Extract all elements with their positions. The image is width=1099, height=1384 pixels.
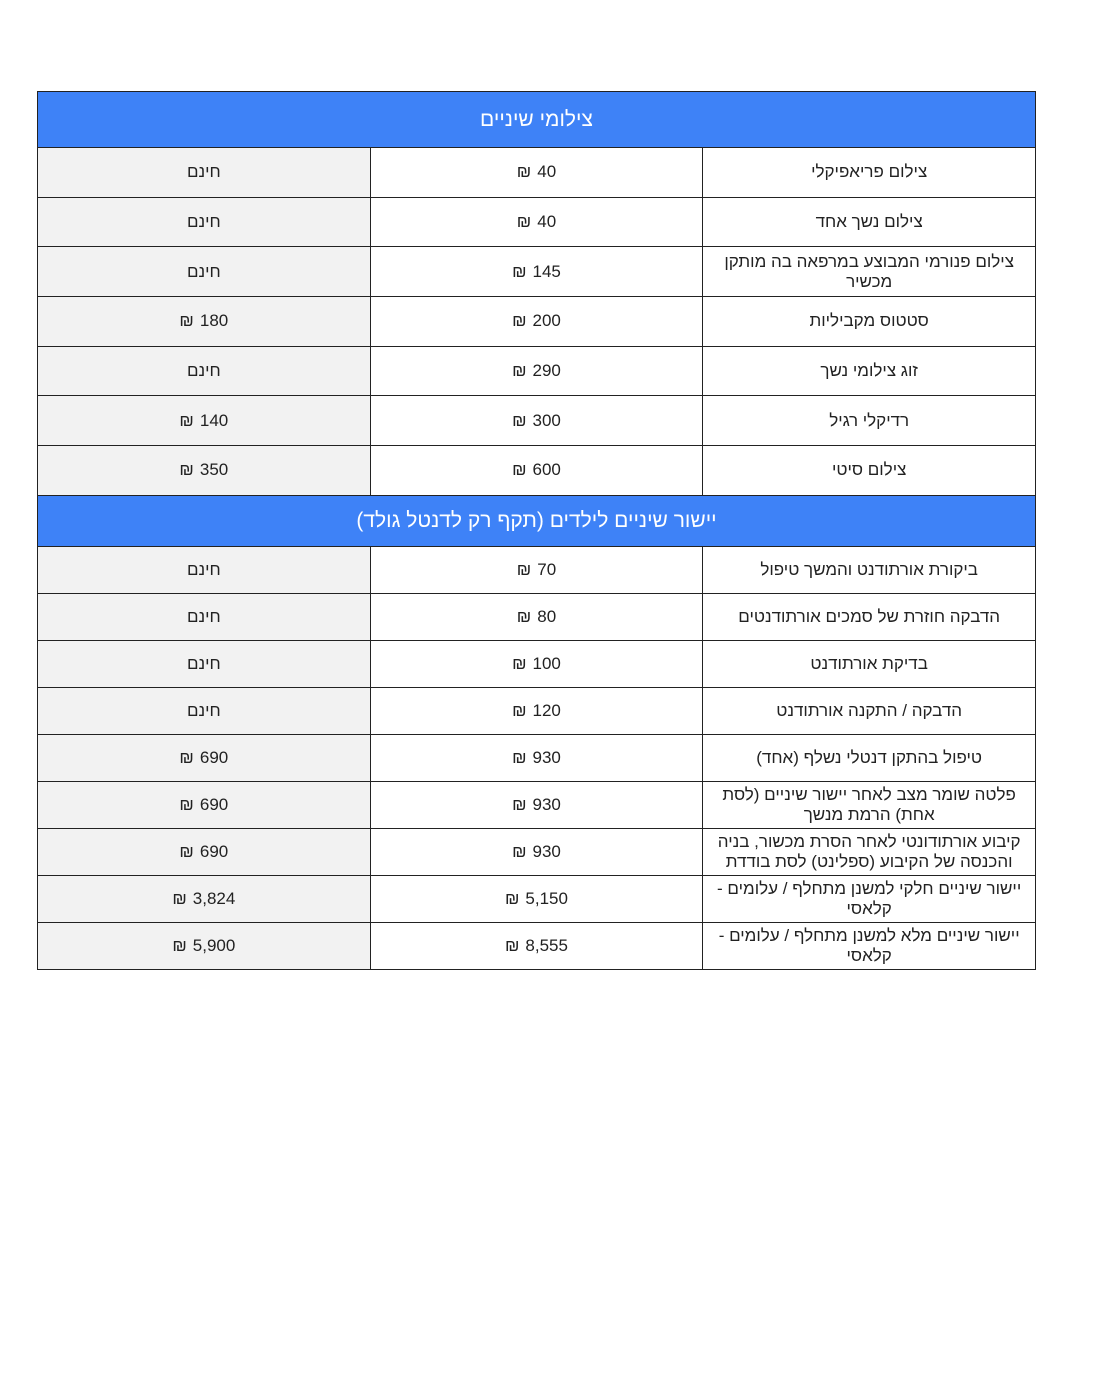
table-row xyxy=(38,148,1036,198)
currency-symbol: ₪ xyxy=(516,559,532,579)
member-price-cell xyxy=(38,396,371,446)
member-price-text: חינם xyxy=(186,559,221,579)
price-amount xyxy=(517,212,556,232)
price-amount xyxy=(517,162,556,182)
member-price-cell xyxy=(38,346,371,396)
member-price-text: חינם xyxy=(186,653,221,673)
price-cell xyxy=(370,687,703,734)
price-amount xyxy=(512,311,561,331)
price-value: 100 xyxy=(532,653,561,673)
member-price-cell xyxy=(38,247,371,297)
member-price-value: 140 xyxy=(199,410,229,430)
currency-symbol: ₪ xyxy=(504,935,520,955)
currency-symbol: ₪ xyxy=(516,606,532,626)
treatment-name: צילום נשך אחד xyxy=(703,197,1036,247)
member-price-cell xyxy=(38,593,371,640)
member-price-amount xyxy=(179,311,228,331)
member-price-value: 5,900 xyxy=(192,935,236,955)
treatment-name: צילום סיטי xyxy=(703,446,1036,496)
table-row xyxy=(38,346,1036,396)
price-cell xyxy=(370,875,703,922)
member-price-text: חינם xyxy=(186,700,221,720)
table-row xyxy=(38,640,1036,687)
price-value: 70 xyxy=(537,559,557,579)
price-cell xyxy=(370,593,703,640)
member-price-cell xyxy=(38,734,371,781)
price-amount xyxy=(512,842,561,862)
member-price-cell xyxy=(38,875,371,922)
currency-symbol: ₪ xyxy=(504,888,520,908)
currency-symbol: ₪ xyxy=(179,794,194,814)
price-value: 290 xyxy=(532,361,561,381)
member-price-value: 690 xyxy=(199,794,229,814)
member-price-cell xyxy=(38,197,371,247)
treatment-name: קיבוע אורתודונטי לאחר הסרת מכשור, בניה והכנסה של הקיבוע (ספלינט) לסת בודדת xyxy=(703,828,1036,875)
member-price-amount xyxy=(172,936,235,956)
treatment-name: בדיקת אורתודנט xyxy=(703,640,1036,687)
treatment-name: יישור שיניים מלא למשנן מתחלף / עלומים - קלאסי xyxy=(703,922,1036,969)
price-value: 8,555 xyxy=(525,935,568,955)
table-row xyxy=(38,875,1036,922)
section-title: יישור שיניים לילדים (תקף רק לדנטל גולד) xyxy=(38,495,1036,546)
member-price-text: חינם xyxy=(186,261,221,281)
member-price-cell xyxy=(38,297,371,347)
price-value: 930 xyxy=(532,747,561,767)
member-price-cell xyxy=(38,148,371,198)
treatment-name: זוג צילומי נשך xyxy=(703,346,1036,396)
price-cell xyxy=(370,446,703,496)
currency-symbol: ₪ xyxy=(512,794,527,814)
treatment-name: סטטוס מקביליות xyxy=(703,297,1036,347)
currency-symbol: ₪ xyxy=(512,700,527,720)
currency-symbol: ₪ xyxy=(172,935,187,955)
treatment-name: טיפול בהתקן דנטלי נשלף (אחד) xyxy=(703,734,1036,781)
price-cell xyxy=(370,197,703,247)
table-row xyxy=(38,734,1036,781)
table-row xyxy=(38,687,1036,734)
table-row xyxy=(38,297,1036,347)
currency-symbol: ₪ xyxy=(179,311,194,331)
price-cell xyxy=(370,734,703,781)
currency-symbol: ₪ xyxy=(512,747,527,767)
table-row xyxy=(38,546,1036,593)
member-price-cell xyxy=(38,781,371,828)
table-row xyxy=(38,197,1036,247)
member-price-cell xyxy=(38,687,371,734)
price-value: 80 xyxy=(537,606,557,626)
price-cell xyxy=(370,781,703,828)
table-row xyxy=(38,922,1036,969)
treatment-name: הדבקה / התקנה אורתודנט xyxy=(703,687,1036,734)
table-row xyxy=(38,593,1036,640)
price-value: 930 xyxy=(532,841,561,861)
price-amount xyxy=(512,701,561,721)
member-price-cell xyxy=(38,640,371,687)
table-row xyxy=(38,446,1036,496)
member-price-value: 180 xyxy=(199,311,229,331)
table-row xyxy=(38,396,1036,446)
member-price-amount xyxy=(179,795,228,815)
price-amount xyxy=(505,936,568,956)
currency-symbol: ₪ xyxy=(512,311,527,331)
price-value: 600 xyxy=(532,460,561,480)
section-title: צילומי שיניים xyxy=(38,92,1036,148)
price-value: 40 xyxy=(537,162,557,182)
price-amount xyxy=(512,654,561,674)
treatment-name: רדיקלי רגיל xyxy=(703,396,1036,446)
price-cell xyxy=(370,148,703,198)
price-amount xyxy=(505,889,568,909)
price-value: 120 xyxy=(532,700,561,720)
table-row xyxy=(38,247,1036,297)
price-amount xyxy=(512,262,561,282)
price-amount xyxy=(517,607,556,627)
price-amount xyxy=(512,748,561,768)
price-amount xyxy=(512,460,561,480)
price-value: 40 xyxy=(537,212,557,232)
currency-symbol: ₪ xyxy=(512,841,527,861)
price-cell xyxy=(370,828,703,875)
member-price-amount xyxy=(179,842,228,862)
currency-symbol: ₪ xyxy=(512,653,527,673)
treatment-name: צילום פריאפיקלי xyxy=(703,148,1036,198)
currency-symbol: ₪ xyxy=(512,261,527,281)
price-value: 930 xyxy=(532,794,561,814)
currency-symbol: ₪ xyxy=(512,361,527,381)
member-price-amount xyxy=(179,748,228,768)
price-cell xyxy=(370,546,703,593)
price-table xyxy=(37,91,1036,970)
section-header xyxy=(38,495,1036,546)
member-price-amount xyxy=(179,460,228,480)
currency-symbol: ₪ xyxy=(179,841,194,861)
treatment-name: יישור שיניים חלקי למשנן מתחלף / עלומים - קלאסי xyxy=(703,875,1036,922)
currency-symbol: ₪ xyxy=(516,162,532,182)
price-amount xyxy=(512,361,561,381)
member-price-text: חינם xyxy=(186,606,221,626)
currency-symbol: ₪ xyxy=(179,410,194,430)
member-price-value: 690 xyxy=(199,841,229,861)
member-price-value: 350 xyxy=(199,460,229,480)
currency-symbol: ₪ xyxy=(512,460,527,480)
price-amount xyxy=(512,411,561,431)
price-cell xyxy=(370,346,703,396)
treatment-name: הדבקה חוזרת של סמכים אורתודנטים xyxy=(703,593,1036,640)
member-price-value: 3,824 xyxy=(192,888,236,908)
treatment-name: פלטה שומר מצב לאחר יישור שיניים (לסת אחת) הרמת מנשך xyxy=(703,781,1036,828)
member-price-cell xyxy=(38,828,371,875)
currency-symbol: ₪ xyxy=(512,410,527,430)
price-value: 145 xyxy=(532,261,561,281)
currency-symbol: ₪ xyxy=(179,747,194,767)
table-row xyxy=(38,781,1036,828)
price-cell xyxy=(370,297,703,347)
currency-symbol: ₪ xyxy=(179,460,194,480)
currency-symbol: ₪ xyxy=(172,888,187,908)
treatment-name: צילום פנורמי המבוצע במרפאה בה מותקן מכשיר xyxy=(703,247,1036,297)
treatment-name: ביקורת אורתודנט והמשך טיפול xyxy=(703,546,1036,593)
member-price-text: חינם xyxy=(186,162,221,182)
currency-symbol: ₪ xyxy=(516,212,532,232)
member-price-amount xyxy=(172,889,235,909)
member-price-cell xyxy=(38,446,371,496)
price-cell xyxy=(370,922,703,969)
member-price-cell xyxy=(38,922,371,969)
price-cell xyxy=(370,640,703,687)
member-price-text: חינם xyxy=(186,361,221,381)
price-value: 300 xyxy=(532,410,561,430)
price-amount xyxy=(517,560,556,580)
member-price-cell xyxy=(38,546,371,593)
member-price-text: חינם xyxy=(186,212,221,232)
price-amount xyxy=(512,795,561,815)
price-cell xyxy=(370,247,703,297)
price-cell xyxy=(370,396,703,446)
price-value: 5,150 xyxy=(525,888,568,908)
table-row xyxy=(38,828,1036,875)
section-header xyxy=(38,92,1036,148)
member-price-value: 690 xyxy=(199,747,229,767)
member-price-amount xyxy=(179,411,228,431)
price-value: 200 xyxy=(532,311,561,331)
